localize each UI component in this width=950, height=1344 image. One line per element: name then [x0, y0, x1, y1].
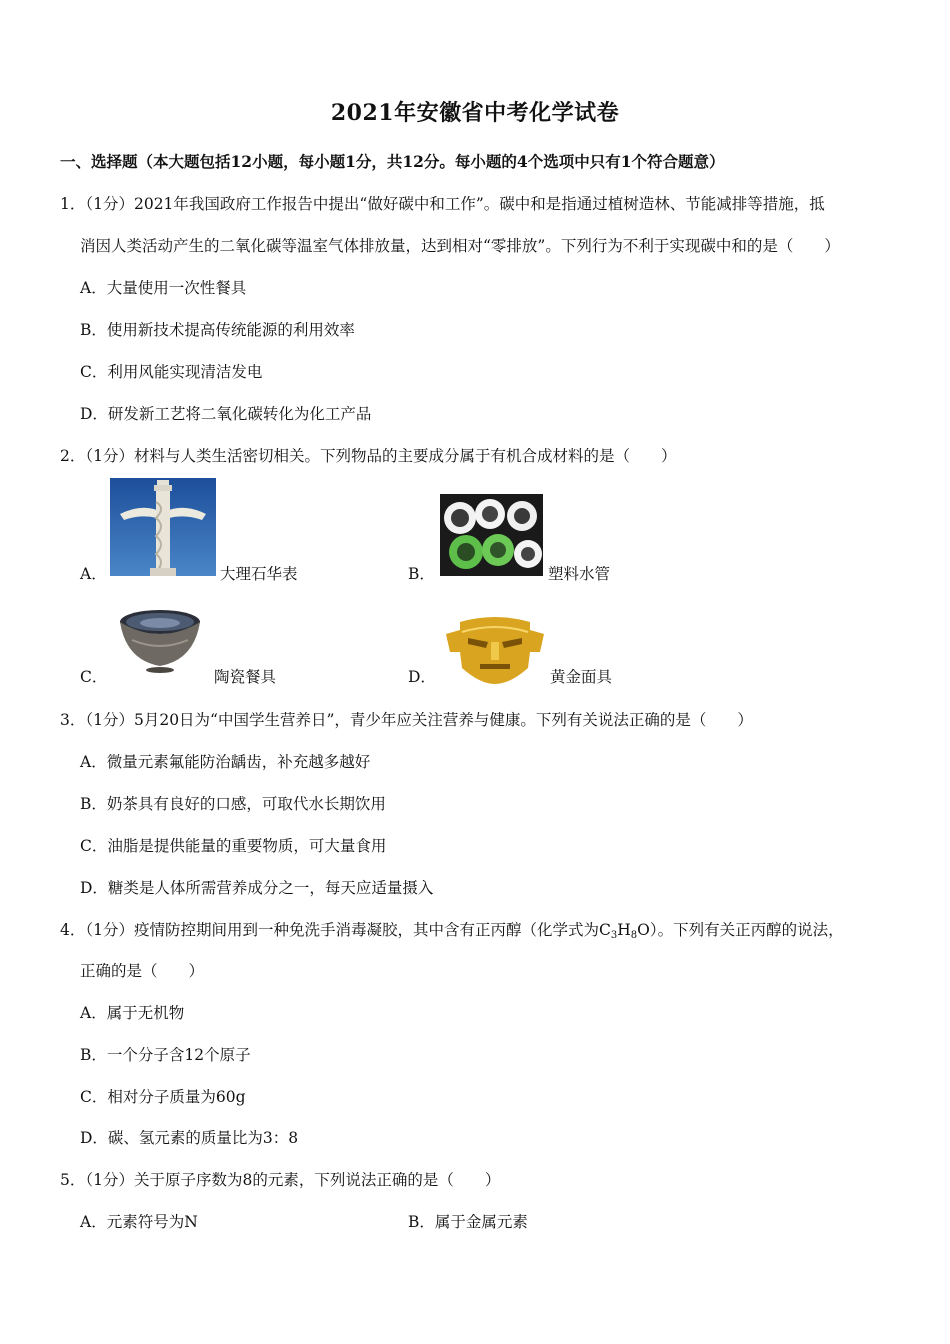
question-2-stem: 2．（1分）材料与人类生活密切相关。下列物品的主要成分属于有机合成材料的是（ ） — [60, 447, 677, 465]
plastic-pipe-image — [440, 494, 543, 576]
question-2-option-b-label: B． — [408, 565, 435, 583]
question-4-stem-text: 4．（1分）疫情防控期间用到一种免洗手消毒凝胶，其中含有正丙醇（化学式为C — [60, 921, 611, 939]
page-title: 2021年安徽省中考化学试卷 — [330, 100, 620, 126]
question-5-stem: 5．（1分）关于原子序数为8的元素，下列说法正确的是（ ） — [60, 1171, 501, 1189]
question-1-option-b: B．使用新技术提高传统能源的利用效率 — [80, 321, 355, 339]
question-2-option-a-caption: 大理石华表 — [220, 565, 298, 583]
question-4-option-b: B．一个分子含12个原子 — [80, 1046, 251, 1064]
gold-mask-image — [440, 612, 550, 686]
question-2-option-a-label: A． — [80, 565, 107, 583]
section-header: 一、选择题（本大题包括12小题，每小题1分，共12分。每小题的4个选项中只有1个符合题意） — [60, 152, 725, 171]
question-2-option-d-label: D． — [408, 668, 436, 686]
question-2-option-c-caption: 陶瓷餐具 — [214, 668, 277, 686]
marble-huabiao-image — [110, 478, 216, 576]
question-4-stem-cont: 正确的是（ ） — [80, 962, 205, 980]
question-1-stem: 1．（1分）2021年我国政府工作报告中提出“做好碳中和工作”。碳中和是指通过植树造林、节能减排等措施，抵 — [60, 195, 825, 213]
question-4-stem — [60, 920, 844, 940]
question-5-option-a: A．元素符号为N — [80, 1213, 198, 1231]
question-4-stem-text-end: O）。下列有关正丙醇的说法， — [637, 921, 844, 939]
question-1-option-c: C．利用风能实现清洁发电 — [80, 363, 263, 381]
question-4-option-c: C．相对分子质量为60g — [80, 1088, 246, 1106]
question-3-option-b: B．奶茶具有良好的口感，可取代水长期饮用 — [80, 795, 386, 813]
question-1-option-a: A．大量使用一次性餐具 — [80, 279, 247, 297]
question-1-option-d: D．研发新工艺将二氧化碳转化为化工产品 — [80, 405, 372, 423]
formula-subscript-h: 8 — [630, 930, 638, 941]
formula-h: H — [617, 921, 631, 939]
question-3-option-a: A．微量元素氟能防治龋齿，补充越多越好 — [80, 753, 371, 771]
question-4-option-d: D．碳、氢元素的质量比为3：8 — [80, 1129, 299, 1147]
question-3-option-d: D．糖类是人体所需营养成分之一，每天应适量摄入 — [80, 879, 434, 897]
question-5-option-b: B．属于金属元素 — [408, 1213, 528, 1231]
question-2-option-c-label: C． — [80, 668, 108, 686]
ceramic-bowl-image — [112, 600, 208, 678]
question-3-stem: 3．（1分）5月20日为“中国学生营养日”，青少年应关注营养与健康。下列有关说法正确的是（ ） — [60, 711, 753, 729]
question-3-option-c: C．油脂是提供能量的重要物质，可大量食用 — [80, 837, 387, 855]
formula-subscript-c: 3 — [610, 930, 618, 941]
question-4-option-a: A．属于无机物 — [80, 1004, 185, 1022]
question-2-option-d-caption: 黄金面具 — [550, 668, 613, 686]
question-2-option-b-caption: 塑料水管 — [548, 565, 611, 583]
question-1-stem-cont: 消因人类活动产生的二氧化碳等温室气体排放量，达到相对“零排放”。下列行为不利于实现碳中和的是（ ） — [80, 237, 840, 255]
